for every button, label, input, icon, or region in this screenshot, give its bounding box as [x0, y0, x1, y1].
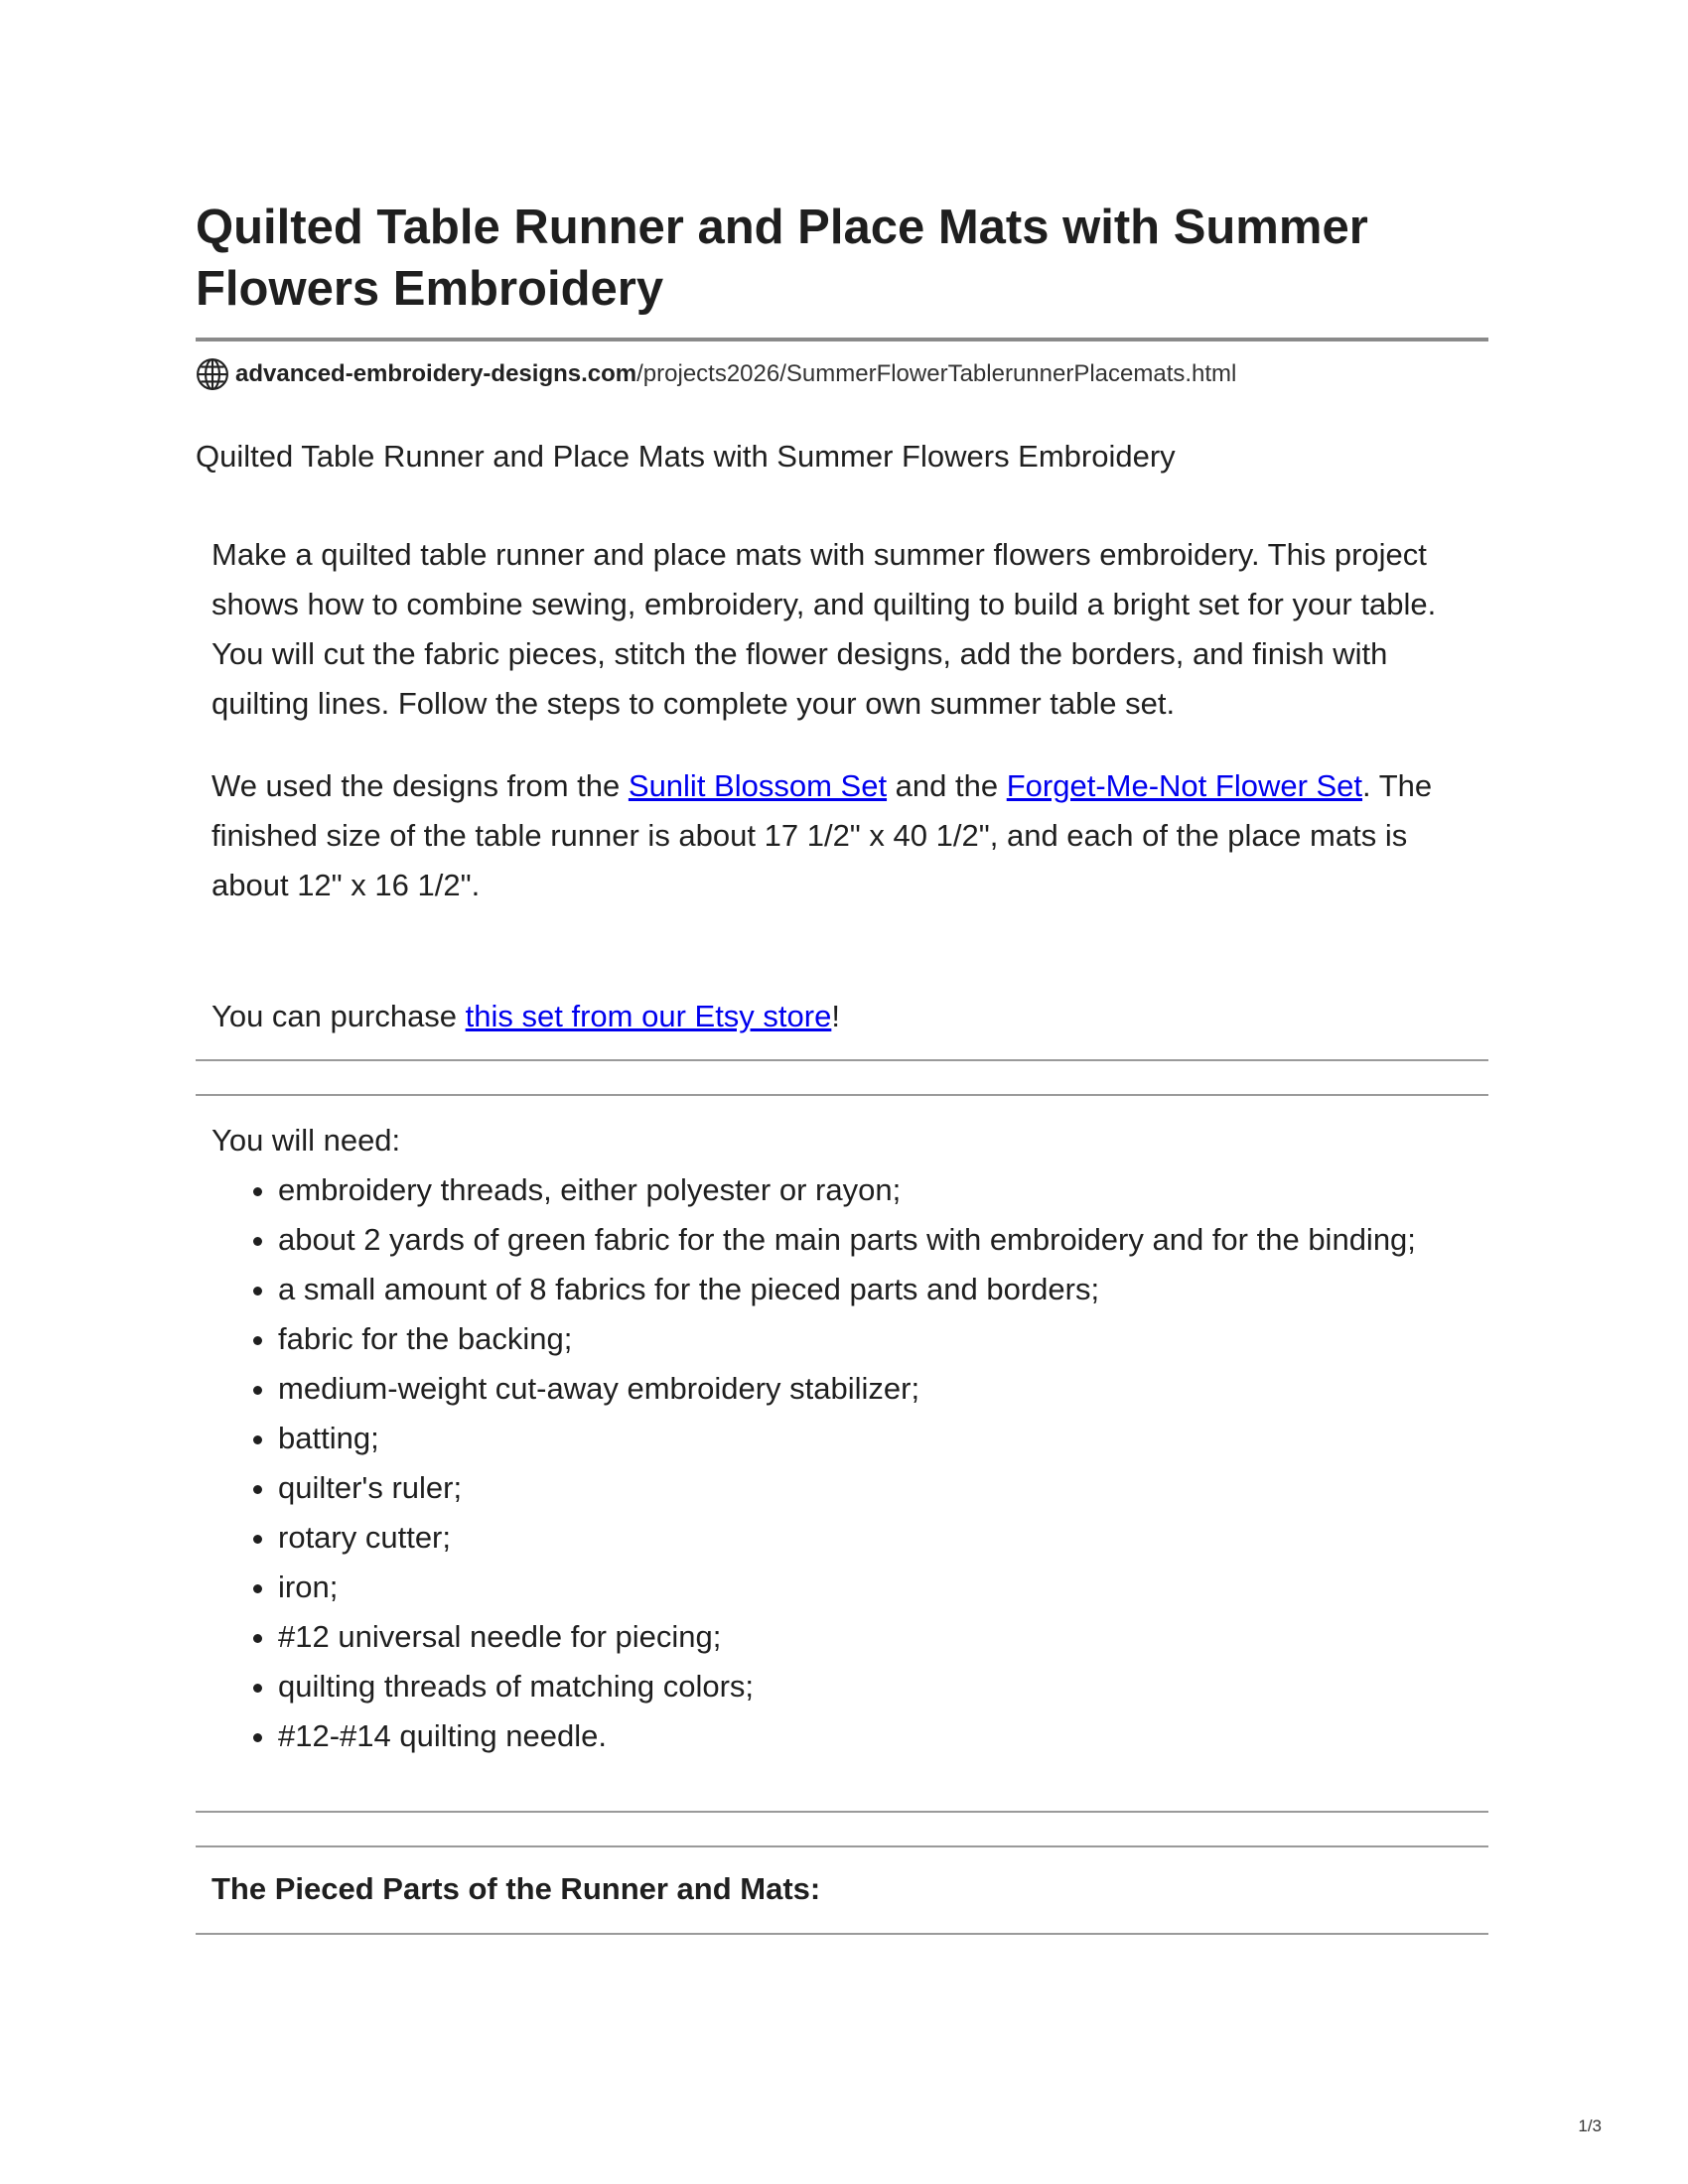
designs-suffix-text: . The finished size of the table runner is about 17 1/2" x 40 1/2", and each of the place mats is about 12" x 16 1/2".	[211, 768, 1433, 902]
designs-and-text: and the	[887, 768, 1007, 803]
section-divider	[196, 1845, 1488, 1847]
designs-paragraph	[211, 761, 1488, 910]
purchase-paragraph	[211, 992, 1488, 1041]
list-item: • iron;	[278, 1563, 1488, 1612]
etsy-store-link[interactable]: this set from our Etsy store	[465, 999, 832, 1033]
purchase-prefix-text: You can purchase	[211, 999, 466, 1033]
list-item: • medium-weight cut-away embroidery stabilizer;	[278, 1364, 1488, 1414]
list-item: • quilting threads of matching colors;	[278, 1662, 1488, 1711]
list-item: • a small amount of 8 fabrics for the pieced parts and borders;	[278, 1265, 1488, 1314]
section-divider	[196, 1933, 1488, 1935]
section-divider	[196, 1094, 1488, 1096]
source-url	[196, 357, 1488, 391]
list-item: • batting;	[278, 1414, 1488, 1463]
list-item: • #12 universal needle for piecing;	[278, 1612, 1488, 1662]
list-item: • #12-#14 quilting needle.	[278, 1711, 1488, 1761]
article-body	[196, 530, 1488, 1041]
list-item: • quilter's ruler;	[278, 1463, 1488, 1513]
url-domain[interactable]: advanced-embroidery-designs.com	[235, 360, 637, 387]
list-item: • rotary cutter;	[278, 1513, 1488, 1563]
designs-prefix-text: We used the designs from the	[211, 768, 629, 803]
page-title: Quilted Table Runner and Place Mats with Summer Flowers Embroidery	[196, 201, 1368, 316]
supplies-section	[196, 1116, 1488, 1761]
title-divider	[196, 338, 1488, 341]
section-divider	[196, 1811, 1488, 1813]
supplies-list	[211, 1165, 1488, 1761]
supplies-title: You will need:	[211, 1123, 401, 1158]
page-subtitle: Quilted Table Runner and Place Mats with Summer Flowers Embroidery	[196, 439, 1176, 474]
sunlit-blossom-link[interactable]: Sunlit Blossom Set	[628, 768, 888, 803]
document-page	[196, 197, 1488, 1935]
forget-me-not-link[interactable]: Forget-Me-Not Flower Set	[1006, 768, 1363, 803]
list-item: • embroidery threads, either polyester or rayon;	[278, 1165, 1488, 1215]
intro-paragraph: Make a quilted table runner and place mats with summer flowers embroidery. This project shows how to combine sewing, embroidery, and quilting to build a bright set for your table. You will cut the fabric pieces, stitch the flower designs, add the borders, and finish with quilting lines. Follow the steps to complete your own summer table set.	[211, 537, 1437, 721]
section-divider	[196, 1059, 1488, 1061]
list-item: • about 2 yards of green fabric for the main parts with embroidery and for the binding;	[278, 1215, 1488, 1265]
purchase-suffix-text: !	[831, 999, 840, 1033]
globe-icon	[196, 357, 229, 391]
page-number: 1/3	[1578, 2116, 1602, 2135]
list-item: • fabric for the backing;	[278, 1314, 1488, 1364]
url-path[interactable]: /projects2026/SummerFlowerTablerunnerPlacemats.html	[636, 360, 1237, 387]
section-heading: The Pieced Parts of the Runner and Mats:	[211, 1871, 821, 1906]
